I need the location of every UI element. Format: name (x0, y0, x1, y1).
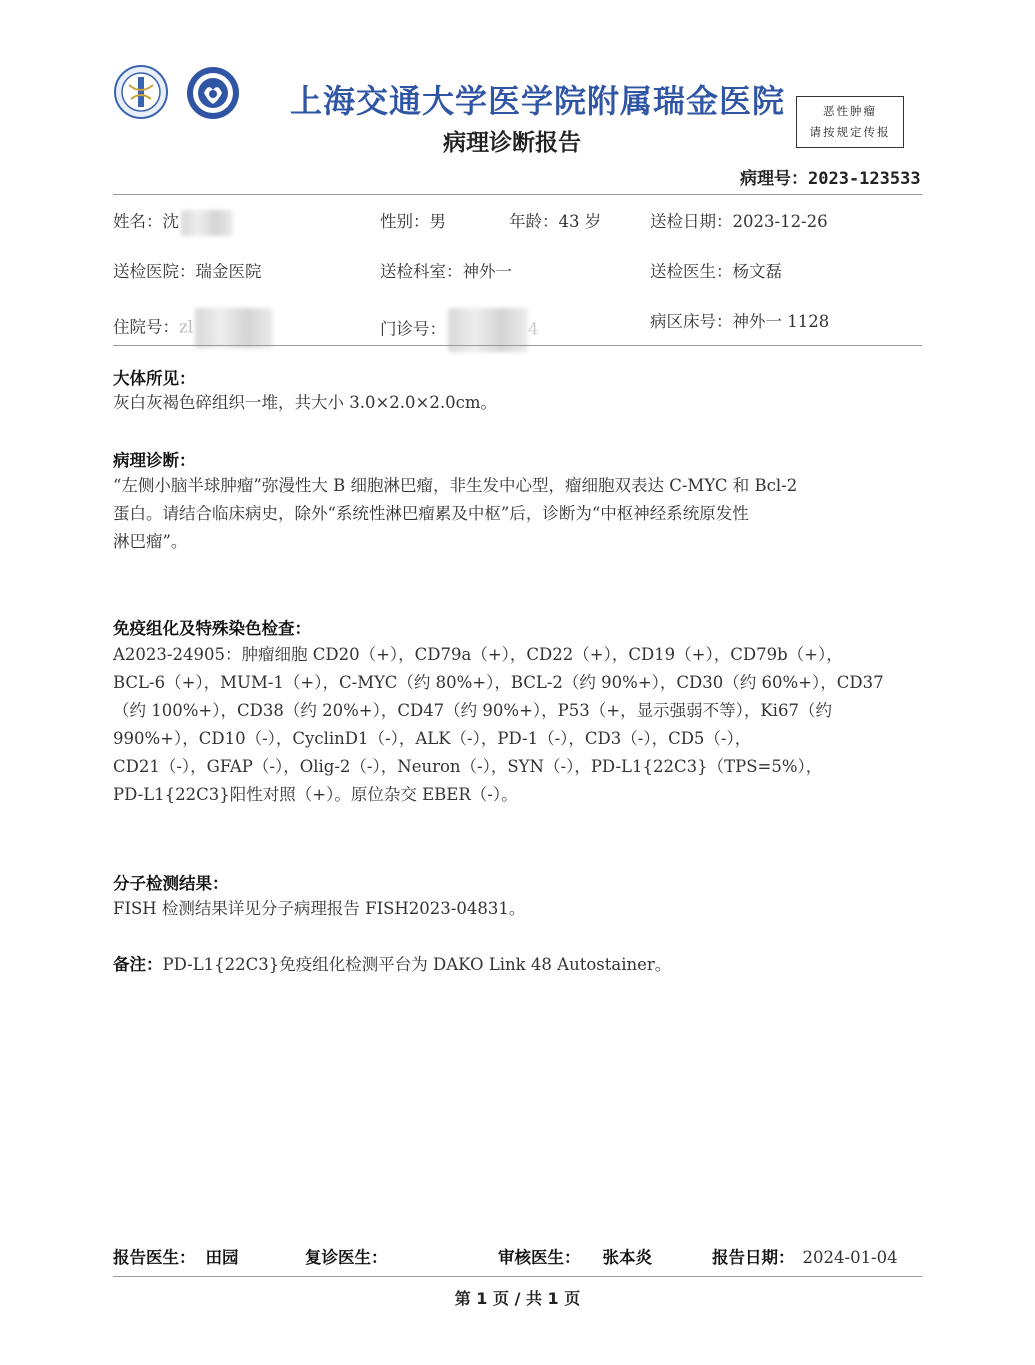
page-number: 第 1 页 / 共 1 页 (454, 1289, 581, 1308)
submit-date (650, 208, 828, 232)
submit-hospital-label: 送检医院： (113, 262, 196, 281)
footer-review-doctor (498, 1244, 652, 1268)
ihc-line: （约 100%+），CD38（约 20%+），CD47（约 90%+），P53（+，显示强弱不等），Ki67（约 (113, 701, 832, 720)
inpatient-no-value: zl (179, 317, 193, 337)
gross-findings-line: 灰白灰褐色碎组织一堆，共大小 3.0×2.0×2.0cm。 (113, 393, 498, 412)
inpatient-no-label: 住院号： (113, 317, 179, 337)
footer-divider (113, 1276, 922, 1277)
patient-name-value: 沈 (162, 212, 179, 231)
review-doctor-value: 张本炎 (602, 1248, 652, 1267)
diagnosis-title: 病理诊断： (113, 451, 196, 470)
university-emblem-icon (114, 65, 168, 119)
gross-findings-title: 大体所见： (113, 369, 196, 388)
submit-doctor-value: 杨文磊 (732, 262, 782, 281)
inpatient-number (113, 308, 273, 348)
outpatient-no-value: 4 (528, 319, 539, 339)
stamp-line-2: 请按规定传报 (809, 125, 891, 139)
gross-findings-text (113, 389, 497, 417)
remark (113, 951, 671, 979)
patient-name-label: 姓名： (113, 212, 163, 231)
malignant-tumor-stamp (796, 96, 904, 148)
diagnosis-line: 蛋白。请结合临床病史，除外“系统性淋巴瘤累及中枢”后，诊断为“中枢神经系统原发性 (113, 504, 749, 523)
remark-title: 备注： (113, 955, 163, 974)
redaction-blur (195, 308, 273, 348)
submit-doctor-label: 送检医生： (650, 262, 733, 281)
molecular-text (113, 895, 525, 923)
ihc-line: BCL-6（+），MUM-1（+），C-MYC（约 80%+），BCL-2（约 90%+），CD30（约 60%+），CD37 (113, 673, 884, 692)
pathology-number (740, 164, 921, 189)
submit-date-label: 送检日期： (650, 212, 733, 231)
ihc-line: PD-L1{22C3}阳性对照（+）。原位杂交 EBER（-）。 (113, 785, 518, 804)
outpatient-no-label: 门诊号： (380, 319, 446, 339)
submit-hospital-value: 瑞金医院 (195, 262, 262, 281)
footer-recheck-doctor (305, 1244, 388, 1268)
redaction-blur (181, 210, 233, 236)
submit-dept-value: 神外一 (462, 262, 512, 281)
age-label: 年龄： (509, 212, 559, 231)
report-title: 病理诊断报告 (443, 130, 581, 156)
submit-date-value: 2023-12-26 (732, 212, 828, 231)
report-date-label: 报告日期： (712, 1248, 795, 1267)
diagnosis-line: “左侧小脑半球肿瘤”弥漫性大 B 细胞淋巴瘤，非生发中心型，瘤细胞双表达 C-MYC 和 Bcl-2 (113, 476, 798, 495)
remark-text: PD-L1{22C3}免疫组化检测平台为 DAKO Link 48 Autostainer。 (162, 955, 672, 974)
footer-report-date (712, 1244, 898, 1268)
ihc-line: A2023-24905：肿瘤细胞 CD20（+），CD79a（+），CD22（+），CD19（+），CD79b（+）， (113, 645, 843, 664)
report-doctor-label: 报告医生： (113, 1248, 196, 1267)
ward-bed-value: 神外一 1128 (732, 312, 830, 331)
pathology-number-value: 2023-123533 (808, 169, 921, 189)
patient-age (509, 208, 601, 232)
diagnosis-line: 淋巴瘤”。 (113, 532, 188, 551)
hospital-emblem-icon (186, 66, 240, 120)
report-doctor-value: 田园 (205, 1248, 239, 1267)
gender-label: 性别： (380, 212, 430, 231)
gender-value: 男 (429, 212, 446, 231)
footer-report-doctor (113, 1244, 239, 1268)
patient-name (113, 208, 233, 236)
review-doctor-label: 审核医生： (498, 1248, 581, 1267)
patient-gender (380, 208, 446, 232)
ward-bed (650, 308, 829, 332)
submit-department (380, 258, 512, 282)
molecular-title: 分子检测结果： (113, 874, 229, 893)
hospital-name: 上海交通大学医学院附属瑞金医院 (290, 82, 786, 120)
recheck-doctor-label: 复诊医生： (305, 1248, 388, 1267)
submit-dept-label: 送检科室： (380, 262, 463, 281)
ihc-line: 990%+），CD10（-），CyclinD1（-），ALK（-），PD-1（-），CD3（-），CD5（-）， (113, 729, 752, 748)
submit-hospital (113, 258, 262, 282)
header-divider (113, 194, 922, 195)
age-value: 43 岁 (558, 212, 602, 231)
molecular-line: FISH 检测结果详见分子病理报告 FISH2023-04831。 (113, 899, 526, 918)
ward-bed-label: 病区床号： (650, 312, 733, 331)
patient-info-divider (113, 345, 922, 346)
submit-doctor (650, 258, 782, 282)
diagnosis-text (113, 472, 797, 556)
pathology-number-label: 病理号： (740, 169, 808, 189)
ihc-line: CD21（-），GFAP（-），Olig-2（-），Neuron（-），SYN（-），PD-L1{22C3}（TPS=5%）， (113, 757, 823, 776)
ihc-title: 免疫组化及特殊染色检查： (113, 619, 311, 638)
report-date-value: 2024-01-04 (802, 1248, 898, 1267)
stamp-line-1: 恶性肿瘤 (823, 104, 877, 118)
ihc-text (113, 641, 884, 809)
